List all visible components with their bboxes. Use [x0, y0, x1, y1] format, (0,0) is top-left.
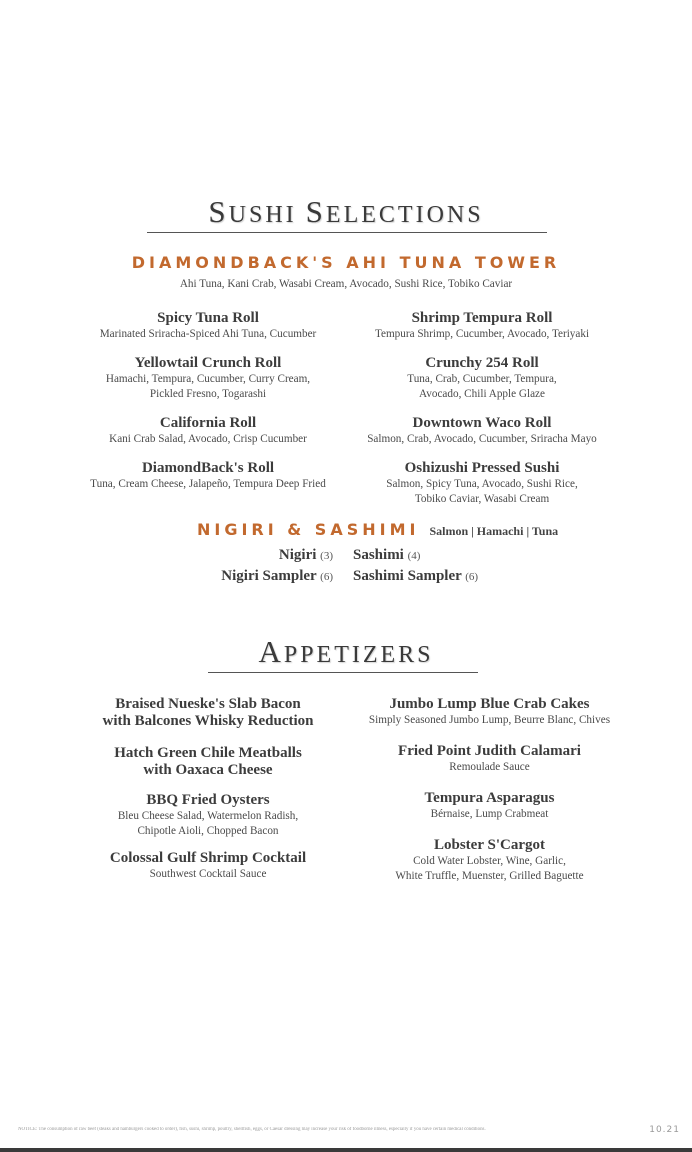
menu-item [352, 837, 627, 884]
appetizers-left-column [66, 696, 350, 894]
item-name: with Balcones Whisky Reduction [102, 713, 314, 729]
item-name: Jumbo Lump Blue Crab Cakes [389, 696, 590, 712]
menu-item [352, 415, 612, 447]
appetizers-title-rule [208, 672, 478, 673]
item-name: Spicy Tuna Roll [157, 310, 259, 326]
item-desc: White Truffle, Muenster, Grilled Baguette [395, 870, 584, 882]
sushi-title-rule [147, 232, 547, 233]
item-desc: Bérnaise, Lump Crabmeat [430, 808, 549, 820]
item-desc: Chipotle Aioli, Chopped Bacon [137, 825, 279, 837]
tuna-tower-heading: DIAMONDBACK'S AHI TUNA TOWER [131, 253, 561, 272]
item-name: Hatch Green Chile Meatballs [114, 745, 302, 761]
item-desc: Kani Crab Salad, Avocado, Crisp Cucumber [109, 433, 307, 445]
sashimi-sampler-item [353, 566, 553, 587]
menu-item [352, 355, 612, 402]
menu-item [66, 745, 350, 779]
menu-item [352, 790, 627, 822]
menu-item [66, 460, 350, 492]
item-desc: Remoulade Sauce [449, 761, 530, 773]
menu-item [352, 460, 612, 507]
item-desc: Cold Water Lobster, Wine, Garlic, [413, 855, 566, 867]
title-initial: A [258, 634, 284, 669]
item-name: Oshizushi Pressed Sushi [404, 460, 560, 476]
item-name: Braised Nueske's Slab Bacon [115, 696, 301, 712]
item-desc: Hamachi, Tempura, Cucumber, Curry Cream, [105, 373, 311, 385]
nigiri-sampler-item [150, 566, 333, 587]
nigiri-item [150, 545, 333, 566]
title-rest: USHI [228, 202, 306, 228]
menu-item [66, 792, 350, 839]
nigiri-sampler-label: Nigiri Sampler [221, 568, 317, 584]
nigiri-sampler-qty: (6) [320, 571, 333, 583]
title-rest: ELECTIONS [325, 202, 484, 228]
item-desc: Pickled Fresno, Togarashi [149, 388, 267, 400]
menu-item [352, 310, 612, 342]
menu-item [66, 310, 350, 342]
sashimi-qty: (4) [407, 550, 421, 562]
item-desc: Tuna, Crab, Cucumber, Tempura, [407, 373, 557, 385]
item-desc: Salmon, Crab, Avocado, Cucumber, Sriracha Mayo [367, 433, 597, 445]
bottom-bar [0, 1148, 692, 1152]
nigiri-label: Nigiri [278, 547, 317, 563]
nigiri-qty: (3) [320, 550, 333, 562]
item-desc: Salmon, Spicy Tuna, Avocado, Sushi Rice, [386, 478, 578, 490]
sushi-section-title [0, 194, 692, 230]
sashimi-sampler-qty: (6) [465, 571, 479, 583]
menu-item [66, 696, 350, 730]
item-name: California Roll [159, 415, 257, 431]
nigiri-right [353, 545, 553, 587]
sashimi-label: Sashimi [353, 547, 404, 563]
item-name: Lobster S'Cargot [434, 837, 545, 853]
item-name: Colossal Gulf Shrimp Cocktail [109, 850, 307, 866]
title-initial: S [305, 194, 326, 229]
item-desc: Simply Seasoned Jumbo Lump, Beurre Blanc, Chives [368, 714, 611, 726]
item-desc: Marinated Sriracha-Spiced Ahi Tuna, Cucumber [99, 328, 317, 340]
menu-item [66, 355, 350, 402]
sushi-right-column [352, 310, 612, 516]
item-name: BBQ Fried Oysters [146, 792, 270, 808]
appetizers-right-column [352, 696, 627, 896]
sushi-left-column [66, 310, 350, 501]
title-rest: PPETIZERS [283, 642, 434, 668]
item-name: Yellowtail Crunch Roll [134, 355, 282, 371]
menu-item [352, 696, 627, 728]
item-name: with Oaxaca Cheese [143, 762, 273, 778]
menu-item [352, 743, 627, 775]
item-desc: Tempura Shrimp, Cucumber, Avocado, Teriyaki [374, 328, 590, 340]
tuna-tower-desc: Ahi Tuna, Kani Crab, Wasabi Cream, Avocado, Sushi Rice, Tobiko Caviar [179, 278, 513, 290]
item-name: Tempura Asparagus [424, 790, 555, 806]
item-name: Downtown Waco Roll [412, 415, 552, 431]
nigiri-heading-row [197, 520, 617, 540]
menu-version-code: 10.21 [649, 1125, 680, 1135]
item-name: Fried Point Judith Calamari [398, 743, 581, 759]
item-desc: Tobiko Caviar, Wasabi Cream [414, 493, 550, 505]
item-name: Crunchy 254 Roll [425, 355, 539, 371]
foodborne-illness-notice: NOTICE: The consumption of raw beef (steaks and hamburgers cooked to order), fish, sushi, shrimp, poultry, shellfish, eggs, or Caesar dressing may increase your risk of foodborne illness, especially if you have certain medical conditions. [18, 1127, 486, 1132]
item-name: DiamondBack's Roll [141, 460, 275, 476]
appetizers-section-title [0, 634, 692, 670]
item-desc: Bleu Cheese Salad, Watermelon Radish, [117, 810, 299, 822]
item-name: Shrimp Tempura Roll [411, 310, 553, 326]
menu-item [66, 415, 350, 447]
item-desc: Southwest Cocktail Sauce [149, 868, 267, 880]
title-initial: S [208, 194, 229, 229]
nigiri-left [150, 545, 333, 587]
item-desc: Tuna, Cream Cheese, Jalapeño, Tempura Deep Fried [90, 478, 326, 490]
menu-item [66, 850, 350, 882]
nigiri-fish: Salmon | Hamachi | Tuna [429, 524, 559, 538]
sashimi-sampler-label: Sashimi Sampler [353, 568, 462, 584]
nigiri-heading: NIGIRI & SASHIMI [197, 520, 420, 539]
item-desc: Avocado, Chili Apple Glaze [419, 388, 545, 400]
sashimi-item [353, 545, 553, 566]
